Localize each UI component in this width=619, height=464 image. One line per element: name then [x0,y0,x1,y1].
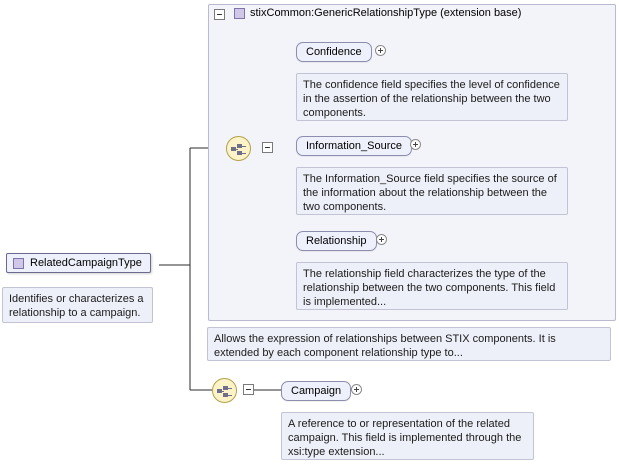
element-confidence-label: Confidence [306,46,362,58]
element-campaign-expand-icon[interactable] [351,384,362,395]
root-type-note: Identifies or characterizes a relationship to a campaign. [2,287,153,323]
element-information-source[interactable] [296,136,412,156]
sequence-glyph [231,144,247,155]
element-confidence[interactable] [296,42,372,62]
element-confidence-note: The confidence field specifies the level of confidence in the assertion of the relationship between the two components. [296,73,568,121]
element-confidence-expand-icon[interactable] [375,45,386,56]
type-square-icon [234,8,245,19]
sequence-glyph [217,386,233,397]
element-campaign[interactable] [281,381,351,401]
root-type-box[interactable] [6,253,151,273]
group-label: stixCommon:GenericRelationshipType (extension base) [250,7,522,19]
element-information-source-expand-icon[interactable] [410,139,421,150]
type-square-icon [13,258,24,269]
sequence-icon-upper[interactable] [226,136,251,161]
root-type-label: RelatedCampaignType [30,257,142,269]
element-campaign-label: Campaign [291,385,342,397]
group-collapse-toggle[interactable] [214,9,225,20]
sequence-upper-collapse-toggle[interactable] [262,142,273,153]
element-campaign-note: A reference to or representation of the related campaign. This field is implemented through the xsi:type extension... [281,412,534,460]
element-information-source-note: The Information_Source field specifies the source of the information about the relationship between the two components. [296,167,568,215]
element-information-source-label: Information_Source [306,140,402,152]
group-header [234,7,521,19]
element-relationship-label: Relationship [306,235,367,247]
element-relationship[interactable] [296,231,377,251]
sequence-lower-collapse-toggle[interactable] [243,384,254,395]
sequence-icon-lower[interactable] [212,378,237,403]
group-note: Allows the expression of relationships between STIX components. It is extended by each component relationship type to... [207,327,611,361]
element-relationship-note: The relationship field characterizes the type of the relationship between the two components. This field is implemented... [296,262,568,310]
element-relationship-expand-icon[interactable] [376,234,387,245]
